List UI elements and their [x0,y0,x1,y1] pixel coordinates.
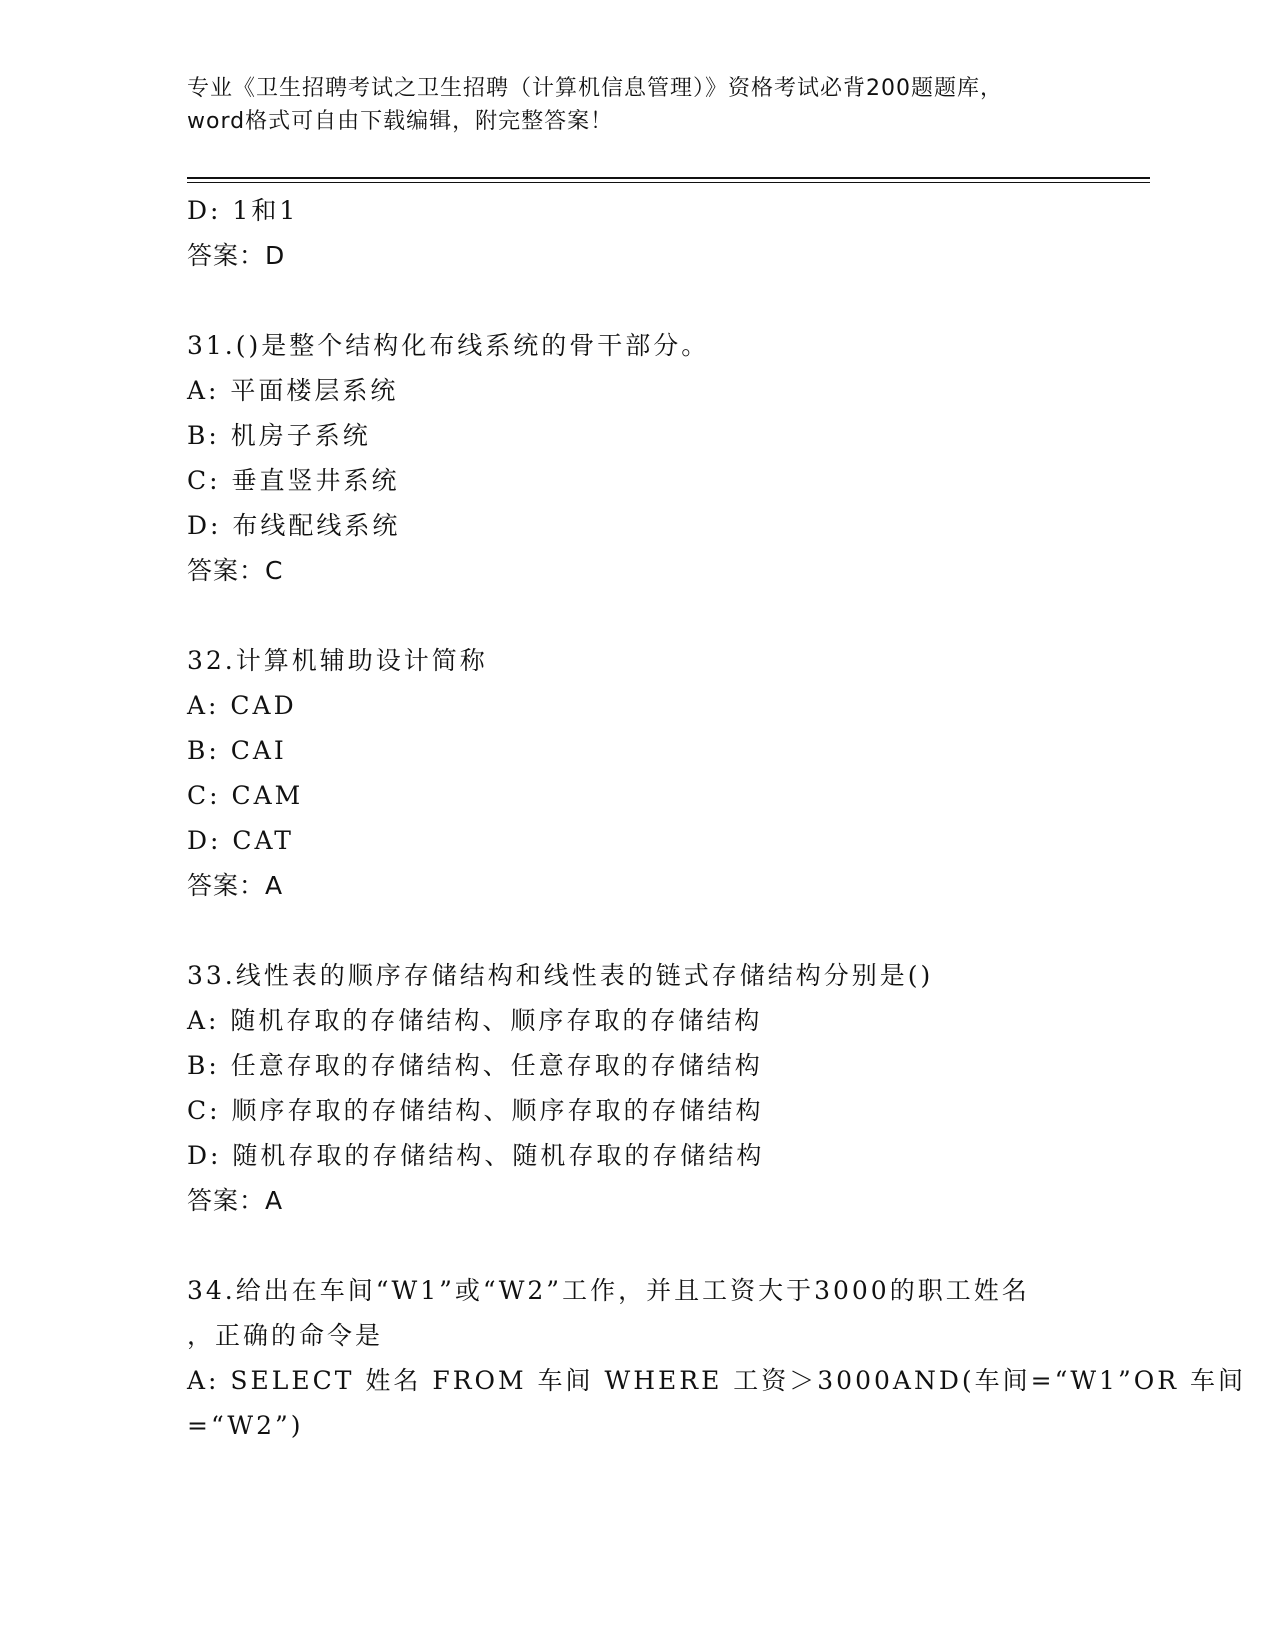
option-b: B: CAI [187,736,287,765]
option-c: C: 顺序存取的存储结构、顺序存取的存储结构 [187,1096,764,1125]
question-stem-line-2: ，正确的命令是 [187,1321,384,1350]
question-34 [187,1268,1246,1448]
answer-line: 答案：D [187,241,286,270]
option-a: A: 随机存取的存储结构、顺序存取的存储结构 [187,1006,763,1035]
option-a: A: 平面楼层系统 [187,376,399,405]
option-d: D: 布线配线系统 [187,511,401,540]
answer-line: 答案：A [187,1186,284,1215]
spacer [187,1223,1087,1268]
answer-line: 答案：A [187,871,284,900]
question-33 [187,953,1087,1223]
option-d: D: 随机存取的存储结构、随机存取的存储结构 [187,1141,765,1170]
option-b: B: 机房子系统 [187,421,371,450]
question-list [187,188,1246,1448]
option-a-line-1: A: SELECT 姓名 FROM 车间 WHERE 工资＞3000AND(车间=“W1”OR 车间 [187,1366,1246,1395]
option-c: C: 垂直竖井系统 [187,466,400,495]
option-d: D: CAT [187,826,294,855]
header-divider-thick [187,177,1150,179]
question-30-tail [187,188,1087,278]
question-32 [187,638,1087,908]
question-stem: 32.计算机辅助设计简称 [187,646,488,675]
option-c: C: CAM [187,781,304,810]
header-title-line-2: word格式可自由下载编辑，附完整答案！ [187,109,614,134]
option-a-line-2: =“W2”) [187,1411,304,1440]
answer-line: 答案：C [187,556,284,585]
header-divider-thin [187,182,1150,183]
option-b: B: 任意存取的存储结构、任意存取的存储结构 [187,1051,763,1080]
question-31 [187,323,1087,593]
question-stem: 31.()是整个结构化布线系统的骨干部分。 [187,331,710,360]
spacer [187,908,1087,953]
question-stem: 33.线性表的顺序存储结构和线性表的链式存储结构分别是() [187,961,934,990]
document-header [187,72,1087,138]
spacer [187,593,1087,638]
question-stem-line-1: 34.给出在车间“W1”或“W2”工作，并且工资大于3000的职工姓名 [187,1276,1030,1305]
spacer [187,278,1087,323]
option-d: D: 1和1 [187,196,299,225]
option-a: A: CAD [187,691,297,720]
header-title-line-1: 专业《卫生招聘考试之卫生招聘（计算机信息管理）》资格考试必背200题题库， [187,76,1003,101]
